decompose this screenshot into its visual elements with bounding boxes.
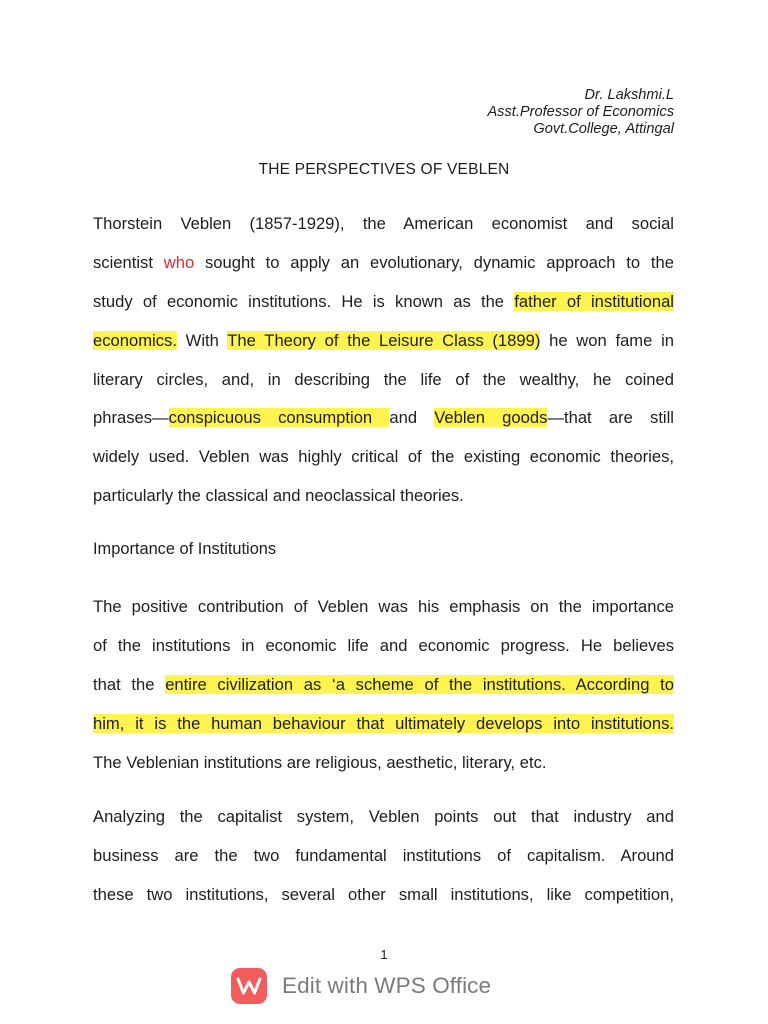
red-word: who xyxy=(163,252,195,272)
wps-logo-icon[interactable] xyxy=(231,968,267,1004)
author-name: Dr. Lakshmi.L xyxy=(584,87,674,103)
author-block xyxy=(487,87,674,137)
paragraph-line xyxy=(93,710,674,749)
paragraph-line xyxy=(93,671,674,710)
document-title: THE PERSPECTIVES OF VEBLEN xyxy=(258,161,510,178)
paragraph-line xyxy=(93,249,674,288)
text-run: he won fame in xyxy=(540,330,674,350)
text-run: phrases— xyxy=(93,408,169,428)
text-run: With xyxy=(176,330,228,350)
paragraph-line: literary circles, and, in describing the life of the wealthy, he coined xyxy=(93,369,674,389)
paragraph-line: Thorstein Veblen (1857-1929), the American economist and social xyxy=(93,214,674,233)
page-number: 1 xyxy=(380,947,388,962)
highlighted-text: Veblen goods xyxy=(434,408,548,428)
highlighted-text: father of institutional xyxy=(514,291,674,311)
edit-with-wps-label[interactable]: Edit with WPS Office xyxy=(282,973,492,998)
section-heading: Importance of Institutions xyxy=(93,540,277,558)
paragraph-1 xyxy=(93,210,674,521)
paragraph-3 xyxy=(93,803,674,920)
highlighted-text: him, it is the human behaviour that ultimately develops into institutions. xyxy=(93,713,674,733)
author-position: Asst.Professor of Economics xyxy=(487,103,674,120)
text-run: and xyxy=(389,408,435,428)
author-institution: Govt.College, Attingal xyxy=(533,120,674,137)
paragraph-line: The positive contribution of Veblen was his emphasis on the importance xyxy=(93,597,674,616)
paragraph-line: Analyzing the capitalist system, Veblen points out that industry and xyxy=(93,807,674,826)
text-run: that the xyxy=(93,674,166,694)
highlighted-text: conspicuous consumption xyxy=(168,408,390,428)
highlighted-book-title: The Theory of the Leisure Class (1899) xyxy=(227,330,541,350)
paragraph-line: business are the two fundamental institutions of capitalism. Around xyxy=(93,845,674,865)
text-run: study of economic institutions. He is known as the xyxy=(93,291,515,311)
paragraph-2 xyxy=(93,593,674,787)
edit-with-wps-banner[interactable] xyxy=(231,968,491,1004)
text-run: sought to apply an evolutionary, dynamic approach to the xyxy=(194,252,674,272)
text-run: —that are still xyxy=(547,408,674,428)
paragraph-line: particularly the classical and neoclassical theories. xyxy=(93,486,464,506)
text-run: scientist xyxy=(93,252,164,272)
paragraph-line: widely used. Veblen was highly critical of the existing economic theories, xyxy=(93,447,674,467)
paragraph-line: these two institutions, several other small institutions, like competition, xyxy=(93,884,674,904)
paragraph-line xyxy=(93,404,674,443)
highlighted-text: economics. xyxy=(93,330,177,350)
paragraph-line xyxy=(93,288,674,327)
paragraph-line: of the institutions in economic life and economic progress. He believes xyxy=(93,635,674,655)
paragraph-line xyxy=(93,327,674,366)
highlighted-text: entire civilization as ‘a scheme of the institutions. According to xyxy=(165,674,675,694)
paragraph-line: The Veblenian institutions are religious, aesthetic, literary, etc. xyxy=(93,752,547,772)
